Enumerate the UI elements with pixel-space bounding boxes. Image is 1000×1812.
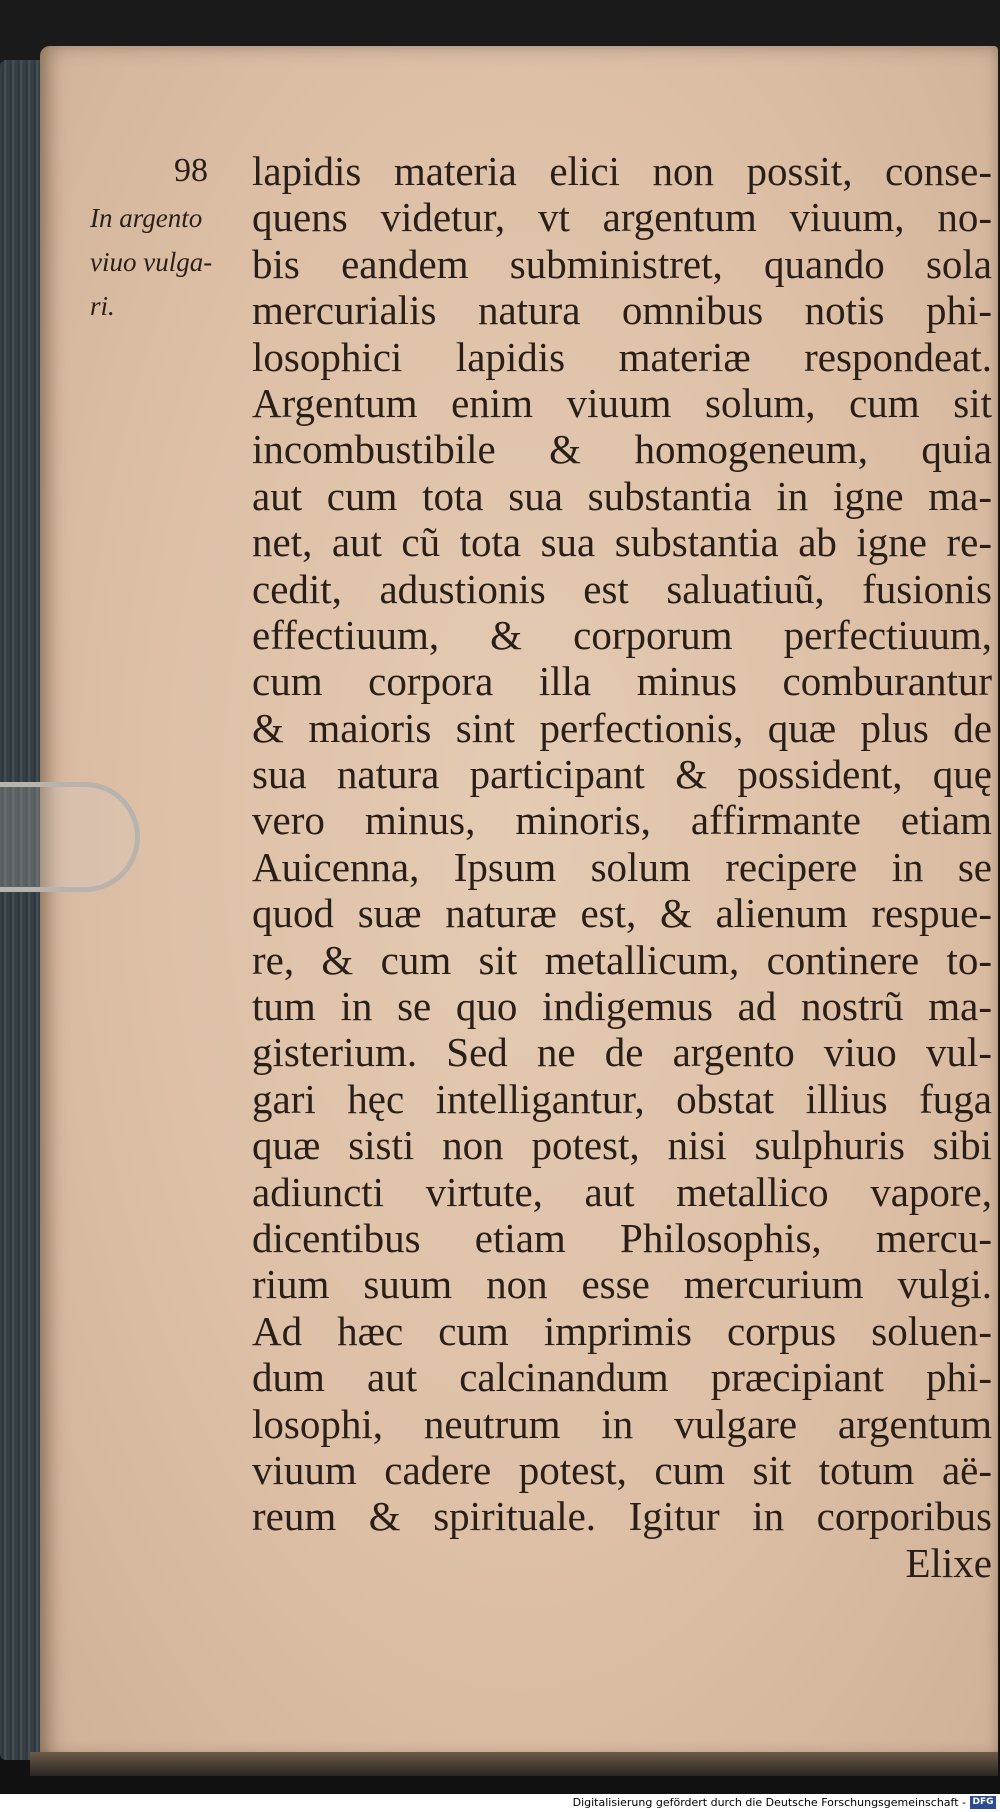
text-line: losophi, neutrum in vulgare argentum — [252, 1400, 992, 1447]
text-line: sua natura participant & possident, quę — [252, 751, 992, 798]
text-line: quens videtur, vt argentum viuum, no- — [252, 194, 992, 241]
text-line: mercurialis natura omnibus notis phi- — [252, 287, 992, 334]
text-line: Ad hæc cum imprimis corpus soluen- — [252, 1307, 992, 1354]
text-line: losophici lapidis materiæ respondeat. — [252, 333, 992, 380]
text-line: rium suum non esse mercurium vulgi. — [252, 1261, 992, 1308]
text-line: adiuncti virtute, aut metallico vapore, — [252, 1168, 992, 1215]
page-holder-clip — [0, 782, 140, 892]
text-line: & maioris sint perfectionis, quæ plus de — [252, 704, 992, 751]
text-line: quod suæ naturæ est, & alienum respue- — [252, 890, 992, 937]
text-line: cedit, adustionis est saluatiuũ, fusionis — [252, 565, 992, 612]
text-line: reum & spirituale. Igitur in corporibus — [252, 1493, 992, 1540]
digitization-footer — [0, 1794, 1000, 1812]
marginal-note: In argento viuo vulga- ri. — [90, 203, 213, 321]
body-text — [252, 148, 992, 1586]
text-line: effectiuum, & corporum perfectiuum, — [252, 611, 992, 658]
dfg-logo: DFG — [970, 1796, 996, 1809]
text-line: cum corpora illa minus comburantur — [252, 658, 992, 705]
text-line: vero minus, minoris, affirmante etiam — [252, 797, 992, 844]
text-line: Argentum enim viuum solum, cum sit — [252, 379, 992, 426]
text-line: dicentibus etiam Philosophis, mercu- — [252, 1214, 992, 1261]
text-line: lapidis materia elici non possit, conse- — [252, 148, 992, 194]
text-line: bis eandem subministret, quando sola — [252, 240, 992, 287]
text-line: tum in se quo indigemus ad nostrũ ma- — [252, 983, 992, 1030]
text-line: gari hęc intelligantur, obstat illius fuga — [252, 1075, 992, 1122]
text-line: net, aut cũ tota sua substantia ab igne re- — [252, 519, 992, 566]
text-line: gisterium. Sed ne de argento viuo vul- — [252, 1029, 992, 1076]
text-line: dum aut calcinandum præcipiant phi- — [252, 1354, 992, 1401]
text-line: Auicenna, Ipsum solum recipere in se — [252, 843, 992, 890]
book-bottom-edge — [30, 1752, 998, 1776]
text-line: re, & cum sit metallicum, continere to- — [252, 936, 992, 983]
catchword: Elixe — [905, 1539, 992, 1586]
text-line: aut cum tota sua substantia in igne ma- — [252, 472, 992, 519]
text-line: incombustibile & homogeneum, quia — [252, 426, 992, 473]
text-line: viuum cadere potest, cum sit totum aë- — [252, 1446, 992, 1493]
footer-credit: Digitalisierung gefördert durch die Deutsche Forschungsgemeinschaft - — [572, 1796, 966, 1809]
text-line: quæ sisti non potest, nisi sulphuris sibi — [252, 1122, 992, 1169]
page-number: 98 — [174, 152, 208, 189]
